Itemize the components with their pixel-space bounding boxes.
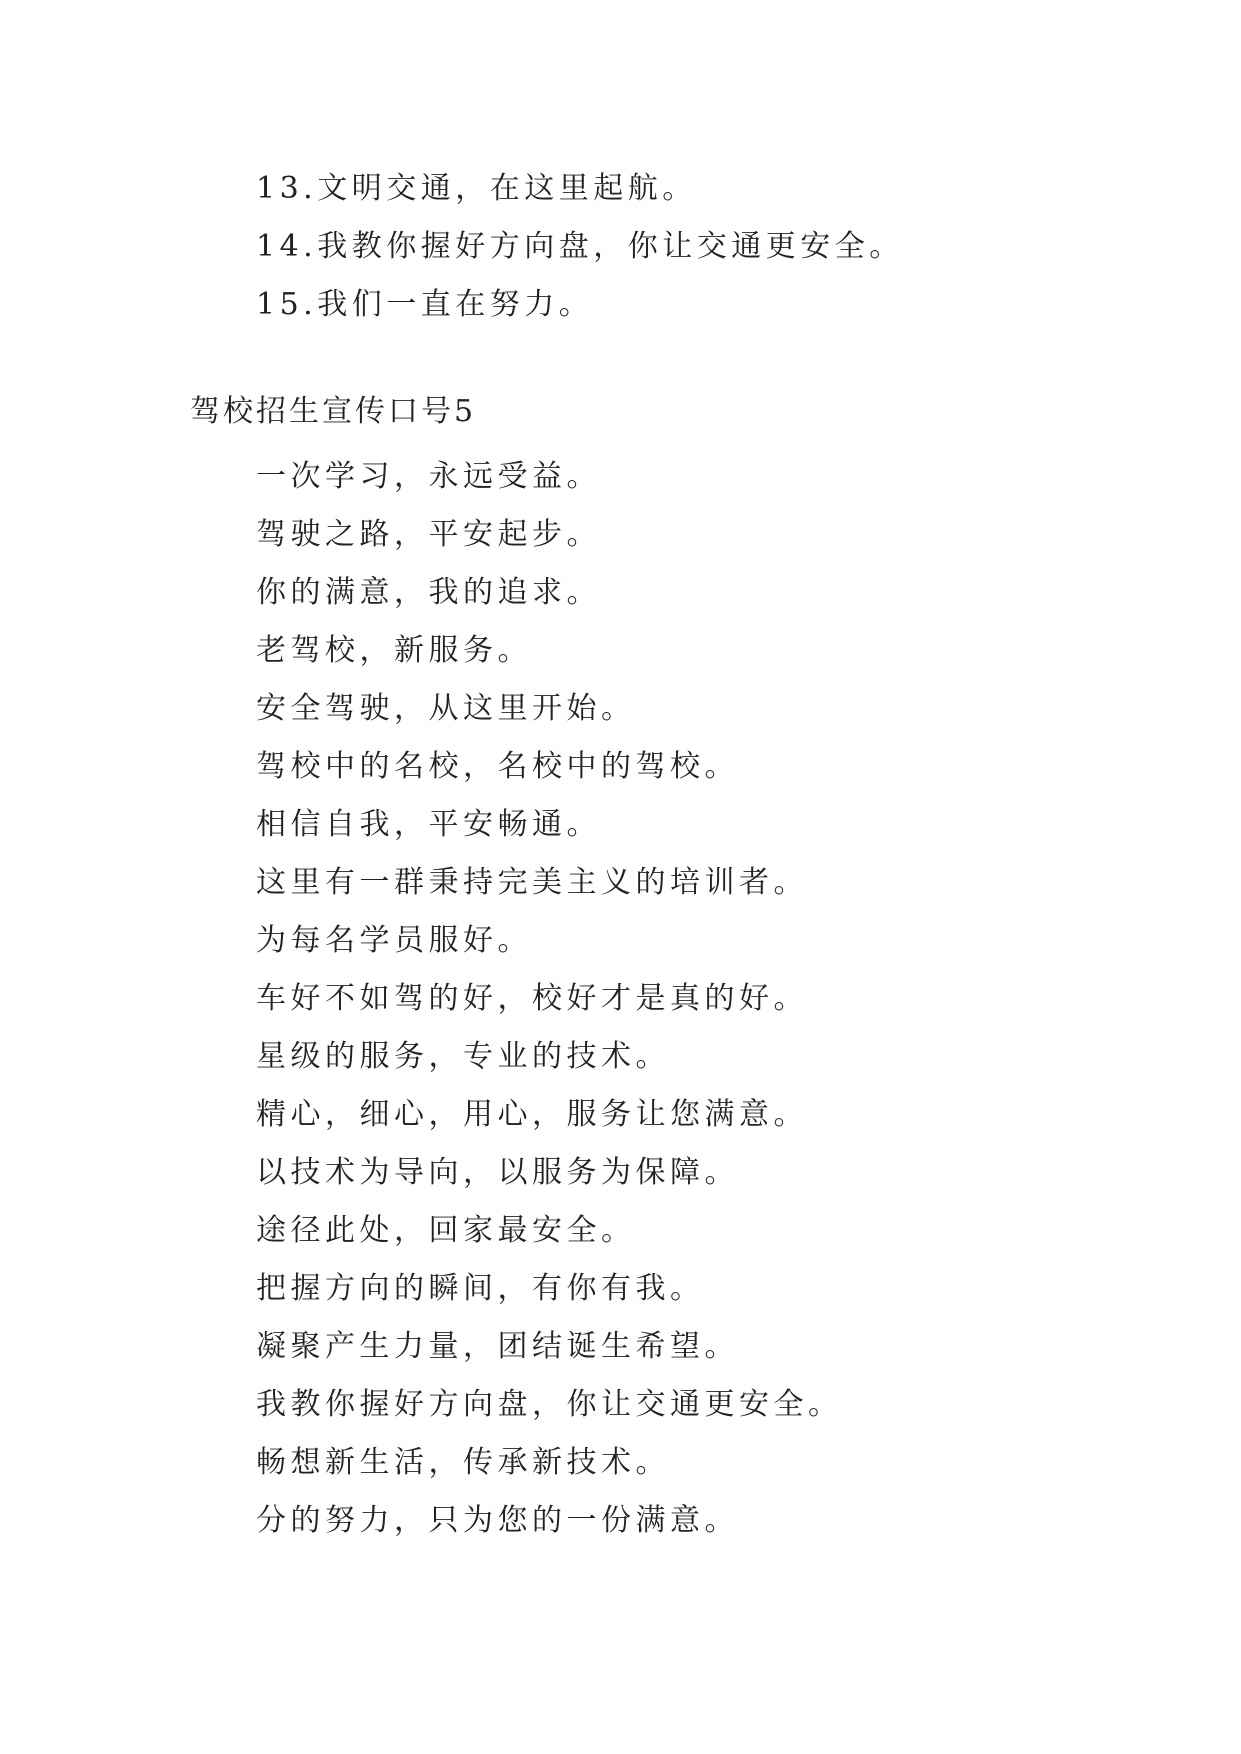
slogan-line: 一次学习，永远受益。 [256, 459, 601, 494]
slogan-line: 驾驶之路，平安起步。 [256, 517, 601, 552]
slogan-line: 驾校中的名校，名校中的驾校。 [256, 749, 739, 784]
numbered-slogan-list [0, 160, 1241, 334]
slogan-line: 相信自我，平安畅通。 [256, 807, 601, 842]
slogan-line: 精心，细心，用心，服务让您满意。 [256, 1097, 808, 1132]
slogan-line: 畅想新生活，传承新技术。 [256, 1445, 670, 1480]
slogan-line: 我教你握好方向盘，你让交通更安全。 [256, 1387, 843, 1422]
slogan-line: 你的满意，我的追求。 [256, 575, 601, 610]
slogan-line: 安全驾驶，从这里开始。 [256, 691, 636, 726]
slogan-line: 14.我教你握好方向盘，你让交通更安全。 [256, 229, 904, 264]
slogan-line: 星级的服务，专业的技术。 [256, 1039, 670, 1074]
slogan-line: 车好不如驾的好，校好才是真的好。 [256, 981, 808, 1016]
slogan-line: 为每名学员服好。 [256, 923, 532, 958]
slogan-line: 以技术为导向，以服务为保障。 [256, 1155, 739, 1190]
slogan-line: 途径此处，回家最安全。 [256, 1213, 636, 1248]
slogan-line: 这里有一群秉持完美主义的培训者。 [256, 865, 808, 900]
section-heading: 驾校招生宣传口号5 [190, 394, 477, 429]
slogan-line: 分的努力，只为您的一份满意。 [256, 1503, 739, 1538]
slogan-line: 把握方向的瞬间，有你有我。 [256, 1271, 705, 1306]
slogan-line: 老驾校，新服务。 [256, 633, 532, 668]
slogan-line: 15.我们一直在努力。 [256, 287, 594, 322]
slogan-line: 凝聚产生力量，团结诞生希望。 [256, 1329, 739, 1364]
slogan-line: 13.文明交通，在这里起航。 [256, 171, 697, 206]
slogan-list [0, 448, 1241, 1550]
